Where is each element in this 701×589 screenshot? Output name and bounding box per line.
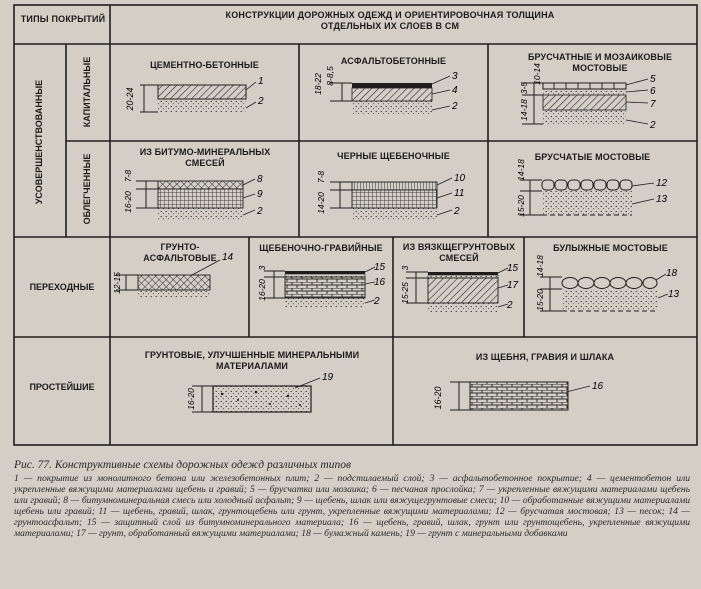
dim-label: 3	[257, 265, 267, 271]
crushed-gravel-slag-diagram	[433, 381, 604, 410]
cell-title-cobblestone: БУЛЫЖНЫЕ МОСТОВЫЕ	[553, 243, 668, 253]
dim-label: 8-8,5	[325, 66, 335, 86]
header-constructions: КОНСТРУКЦИИ ДОРОЖНЫХ ОДЕЖД И ОРИЕНТИРОВОЧНАЯ ТОЛЩИНА ОТДЕЛЬНЫХ ИХ СЛОЕВ В СМ	[225, 10, 555, 31]
layer-label: 17	[507, 280, 519, 291]
cell-title-improved-soil: ГРУНТОВЫЕ, УЛУЧШЕННЫЕ МИНЕРАЛЬНЫМИ МАТЕРИАЛАМИ	[144, 350, 360, 371]
improved-soil-diagram	[186, 372, 334, 412]
layer-label: 8	[257, 174, 263, 185]
row-label-transitional: ПЕРЕХОДНЫЕ	[29, 282, 95, 292]
layer-label: 6	[650, 86, 656, 97]
layer-label: 5	[650, 74, 656, 85]
dim-label: 15-20	[516, 195, 526, 217]
layer-label: 7	[650, 99, 656, 110]
cell-title-bitumen-mineral: ИЗ БИТУМО-МИНЕРАЛЬНЫХ СМЕСЕЙ	[139, 147, 271, 168]
layer-label: 16	[374, 277, 386, 288]
gravel-macadam-diagram	[257, 262, 386, 308]
row-label-simplest: ПРОСТЕЙШИЕ	[29, 382, 95, 392]
layer-label: 10	[454, 173, 466, 184]
dim-label: 18-22	[313, 73, 323, 95]
layer-label: 1	[258, 76, 264, 87]
layer-label: 2	[257, 206, 263, 217]
row-label-improved: УСОВЕРШЕНСТВОВАННЫЕ	[34, 79, 44, 205]
cell-title-crushed-gravel-slag: ИЗ ЩЕБНЯ, ГРАВИЯ И ШЛАКА	[475, 352, 615, 362]
dim-label: 7-8	[316, 170, 326, 184]
dim-label: 15-25	[400, 282, 410, 304]
layer-label: 18	[666, 268, 678, 279]
layer-label: 13	[668, 289, 680, 300]
layer-label: 12	[656, 178, 668, 189]
black-macadam-diagram	[316, 171, 466, 220]
dim-label: 16-20	[433, 386, 443, 410]
dim-label: 15-20	[535, 289, 545, 311]
cell-title-block-pavement: БРУСЧАТЫЕ МОСТОВЫЕ	[534, 152, 651, 162]
dim-label: 7-8	[123, 169, 133, 183]
dim-label: 14-18	[516, 159, 526, 181]
dim-label: 10-14	[532, 63, 542, 85]
layer-label: 2	[452, 101, 458, 112]
layer-label: 3	[452, 71, 458, 82]
dim-label: 16-20	[186, 388, 196, 410]
dim-label: 14-18	[535, 255, 545, 277]
cobblestone-diagram	[562, 278, 657, 289]
dim-label: 16-20	[257, 279, 267, 301]
dim-label: 12-15	[112, 272, 122, 294]
viscous-soil-diagram	[400, 263, 519, 312]
dim-label: 14-20	[316, 192, 326, 214]
cell-title-block-mosaic: БРУСЧАТНЫЕ И МОЗАИКОВЫЕ МОСТОВЫЕ	[527, 52, 673, 73]
cell-title-black-macadam: ЧЕРНЫЕ ЩЕБЕНОЧНЫЕ	[337, 151, 450, 161]
layer-label: 11	[454, 188, 465, 199]
layer-label: 2	[650, 120, 656, 131]
block-pavement-diagram	[542, 180, 632, 190]
layer-label: 2	[507, 300, 513, 311]
layer-label: 16	[592, 381, 604, 392]
cell-title-soil-asphalt: ГРУНТО-АСФАЛЬТОВЫЕ	[143, 242, 217, 263]
dim-label: 14-18	[519, 99, 529, 121]
cement-concrete-diagram	[125, 76, 264, 112]
header-pavement-types: ТИПЫ ПОКРЫТИЙ	[20, 14, 106, 24]
asphalt-concrete-diagram	[313, 66, 458, 114]
layer-label: 9	[257, 189, 263, 200]
dim-label: 3-5	[519, 81, 529, 95]
cell-title-viscous-soil: ИЗ ВЯЗКЩЕГРУНТОВЫХ СМЕСЕЙ	[402, 242, 516, 263]
figure-caption-legend: 1 — покрытие из монолитного бетона или железобетонных плит; 2 — подстилаемый слой; 3 — асфальтобетонное покрытие; 4 — цементобетон или укрепленные вяжущими материалами щебень и гравий; 5 — брусчатка или мозаика; 6 — песчаная прослойка; 7 — укрепленные вяжущими материалами щебень или гравий; 8 — битумноминеральная смесь или холодный асфальт; 9 — щебень, шлак или вяжущегрунтовые смеси; 10 — обработанные вяжущими материалами щебень или гравий; 11 — щебень, гравий, шлак, грунтощебень или грунт, укрепленные вяжущими материалами; 12 — брусчатая мостовая; 13 — песок; 14 — грунтоасфальт; 15 — защитный слой из битумноминерального материала; 16 — щебень, гравий, шлак, грунт или грунтощебень, укрепленные вяжущими материалами; 17 — грунт, обработанный вяжущими материалами; 18 — бумажный камень; 19 — грунт с минеральными добавками	[14, 473, 690, 540]
figure-caption-title: Рис. 77. Конструктивные схемы дорожных одежд различных типов	[14, 459, 351, 471]
layer-label: 15	[374, 262, 386, 273]
cell-title-gravel-macadam: ЩЕБЕНОЧНО-ГРАВИЙНЫЕ	[259, 243, 383, 253]
bitumen-mineral-diagram	[123, 170, 263, 220]
cell-title-cement-concrete: ЦЕМЕНТНО-БЕТОННЫЕ	[150, 60, 259, 70]
layer-label: 14	[222, 252, 234, 263]
row-label-capital: КАПИТАЛЬНЫЕ	[82, 56, 92, 128]
layer-label: 19	[322, 372, 334, 383]
dim-label: 16-20	[123, 191, 133, 213]
layer-label: 2	[374, 296, 380, 307]
dim-label: 3	[400, 265, 410, 271]
layer-label: 13	[656, 194, 668, 205]
layer-label: 4	[452, 85, 458, 96]
row-label-lightweight: ОБЛЕГЧЕННЫЕ	[82, 153, 92, 225]
cell-title-asphalt-concrete: АСФАЛЬТОБЕТОННЫЕ	[340, 56, 447, 66]
layer-label: 15	[507, 263, 519, 274]
dim-label: 20-24	[125, 87, 135, 111]
layer-label: 2	[258, 96, 264, 107]
layer-label: 2	[454, 206, 460, 217]
